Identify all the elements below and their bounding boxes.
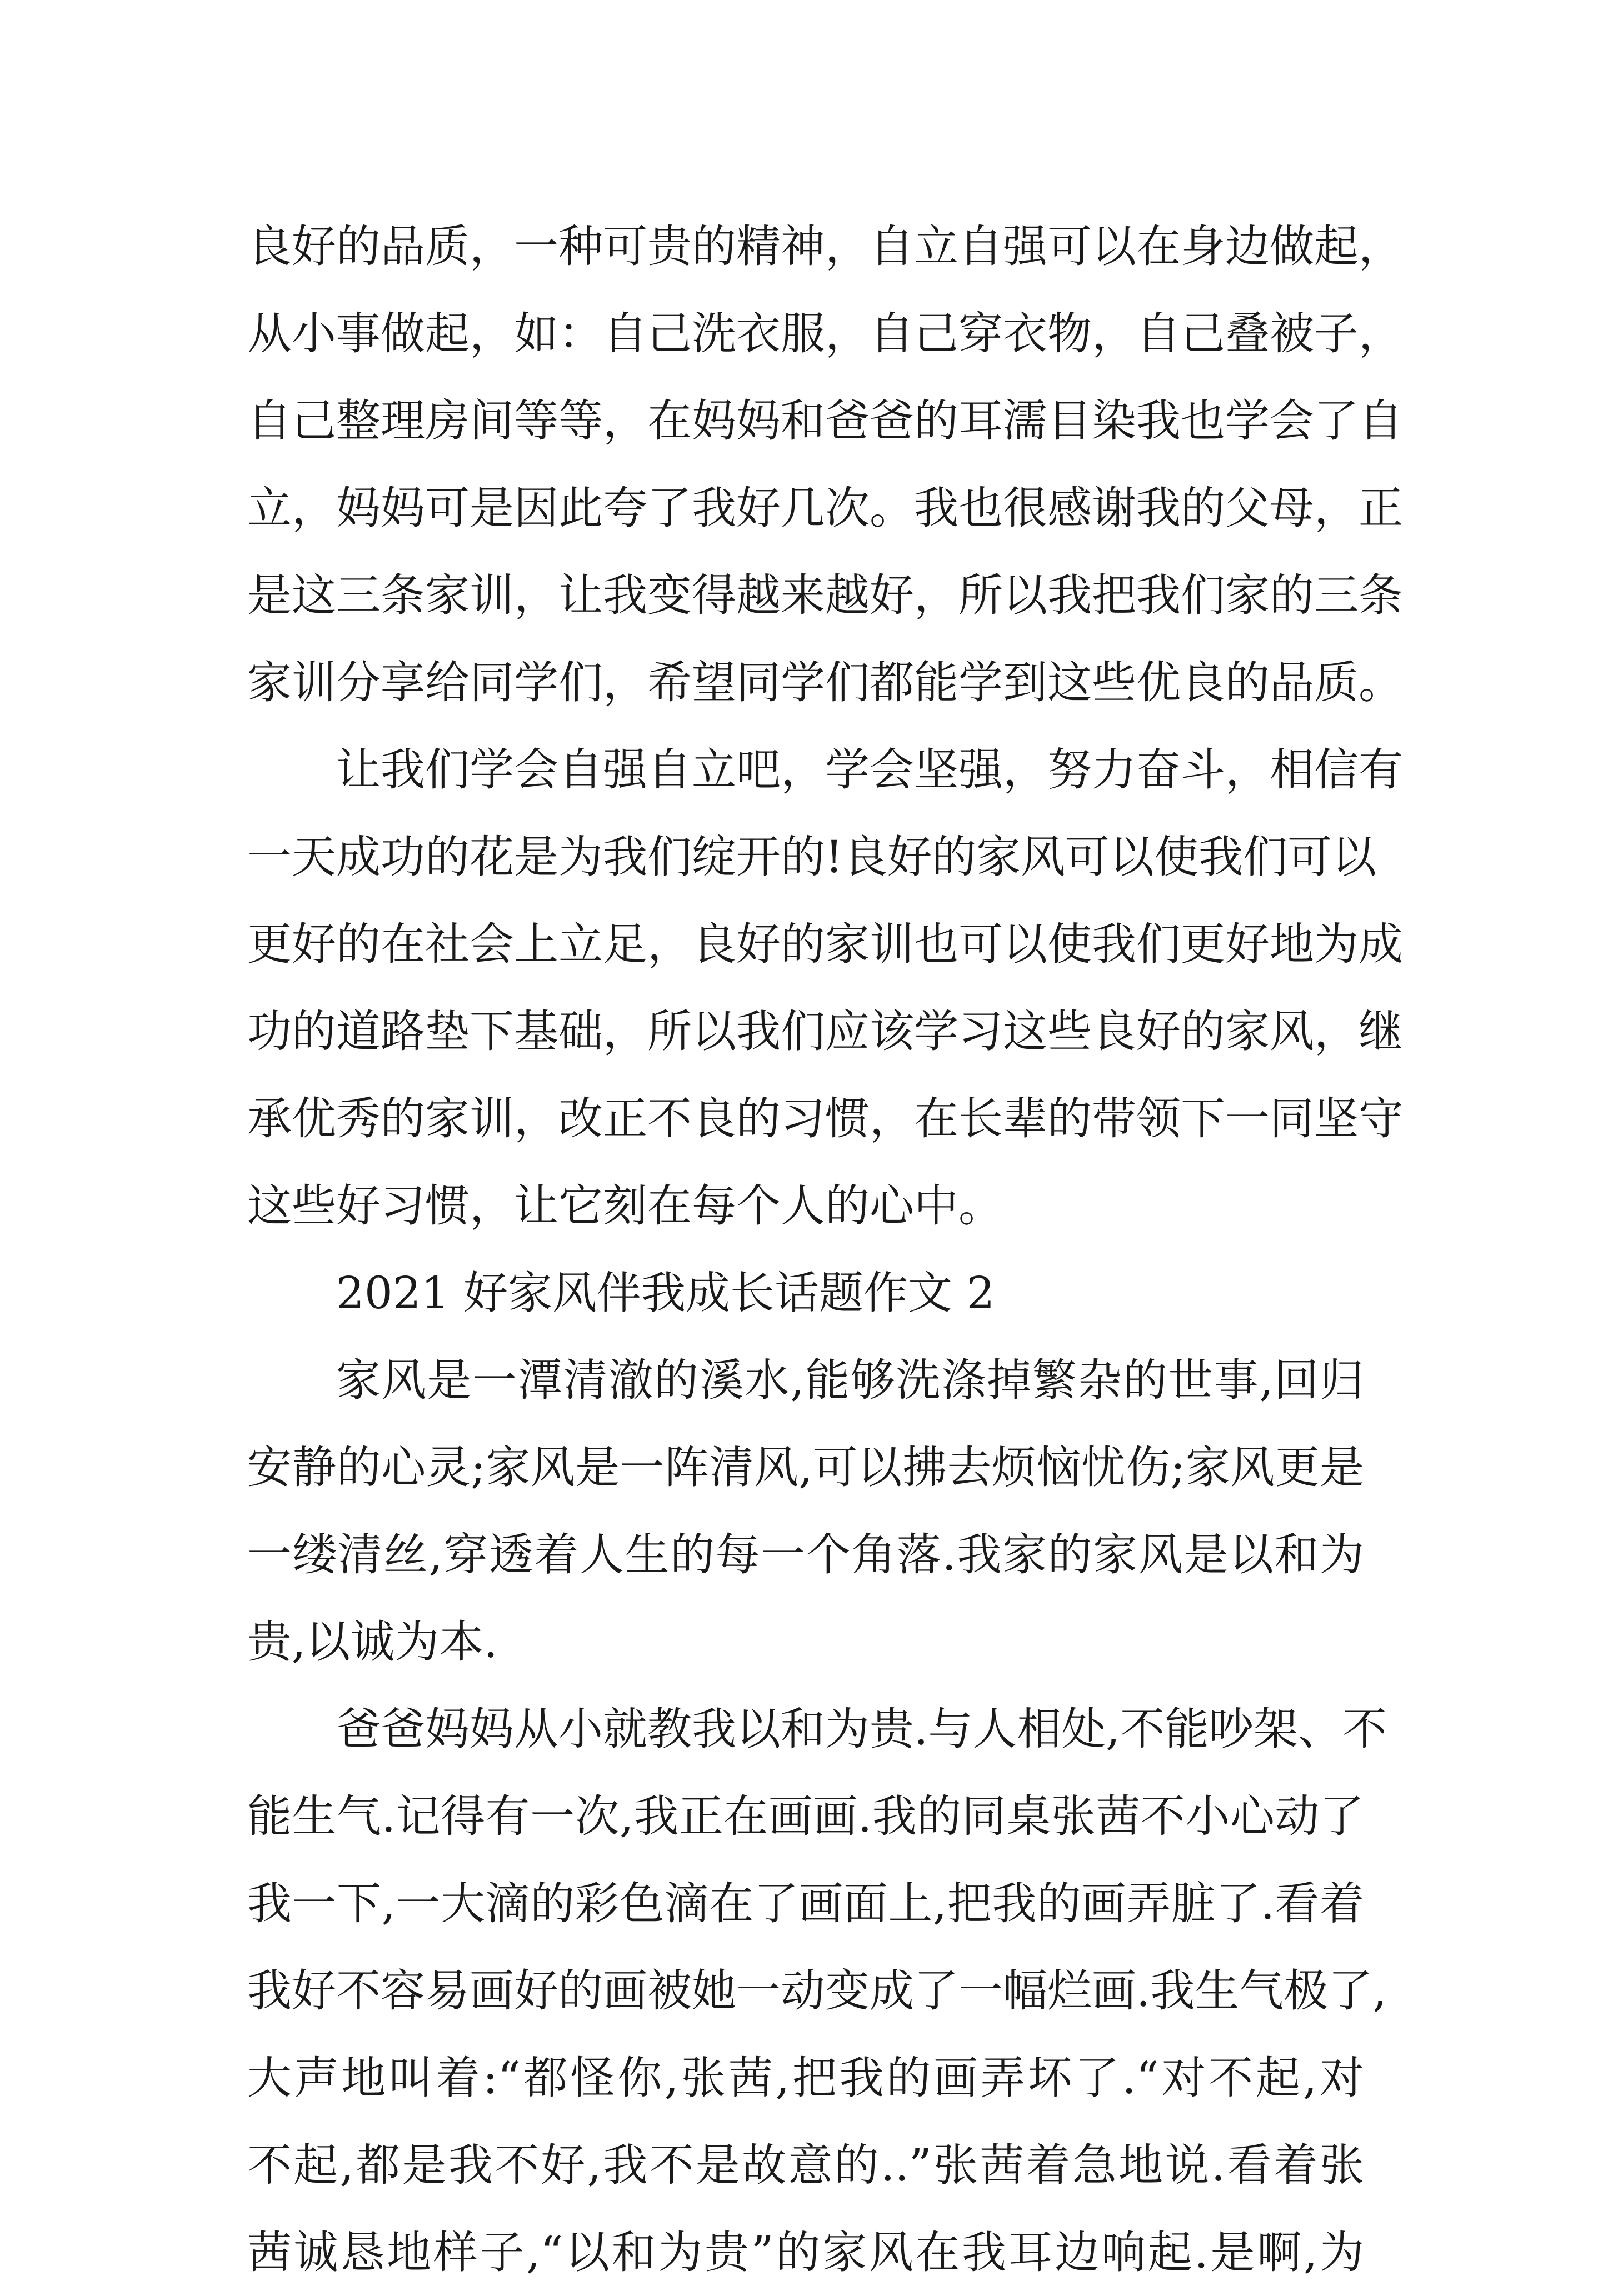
text-line: 让我们学会自强自立吧，学会坚强，努力奋斗，相信有 (336, 744, 1403, 796)
text-line: 我好不容易画好的画被她一动变成了一幅烂画.我生气极了, (247, 1965, 1387, 2017)
document-page (247, 203, 1403, 2296)
text-line: 一缕清丝,穿透着人生的每一个角落.我家的家风是以和为 (247, 1529, 1364, 1580)
paragraph-family-style (247, 1337, 1364, 1685)
text-line: 这些好习惯，让它刻在每个人的心中。 (247, 1180, 1003, 1232)
paragraph-conclusion (247, 726, 1403, 1249)
text-line: 承优秀的家训，改正不良的习惯，在长辈的带领下一同坚守 (247, 1093, 1403, 1144)
text-line: 爸爸妈妈从小就教我以和为贵.与人相处,不能吵架、不 (336, 1703, 1387, 1755)
text-line: 从小事做起，如：自己洗衣服，自己穿衣物，自己叠被子， (247, 308, 1403, 359)
essay-heading: 2021 好家风伴我成长话题作文 2 (336, 1267, 995, 1319)
text-line: 更好的在社会上立足，良好的家训也可以使我们更好地为成 (247, 918, 1403, 970)
text-line: 安静的心灵;家风是一阵清风,可以拂去烦恼忧伤;家风更是 (247, 1442, 1364, 1493)
text-line: 不起,都是我不好,我不是故意的..”张茜着急地说.看着张 (247, 2139, 1364, 2191)
text-line: 大声地叫着:“都怪你,张茜,把我的画弄坏了.“对不起,对 (247, 2052, 1364, 2104)
text-line: 贵,以诚为本. (247, 1616, 498, 1668)
text-line: 是这三条家训，让我变得越来越好，所以我把我们家的三条 (247, 569, 1403, 621)
text-line: 自己整理房间等等，在妈妈和爸爸的耳濡目染我也学会了自 (247, 395, 1403, 447)
text-line: 能生气.记得有一次,我正在画画.我的同桌张茜不小心动了 (247, 1790, 1364, 1842)
paragraph-story (247, 1685, 1387, 2296)
text-line: 功的道路垫下基础，所以我们应该学习这些良好的家风，继 (247, 1006, 1403, 1057)
paragraph-self-reliance (247, 203, 1403, 726)
text-line: 家训分享给同学们，希望同学们都能学到这些优良的品质。 (247, 657, 1403, 708)
text-line: 良好的品质，一种可贵的精神，自立自强可以在身边做起， (247, 221, 1403, 272)
text-line: 一天成功的花是为我们绽开的!良好的家风可以使我们可以 (247, 831, 1377, 883)
text-line: 家风是一潭清澈的溪水,能够洗涤掉繁杂的世事,回归 (336, 1354, 1364, 1406)
text-line: 茜诚恳地样子,“以和为贵”的家风在我耳边响起.是啊,为 (247, 2227, 1364, 2278)
text-line: 立，妈妈可是因此夸了我好几次。我也很感谢我的父母，正 (247, 482, 1403, 534)
text-line: 我一下,一大滴的彩色滴在了画面上,把我的画弄脏了.看着 (247, 1878, 1364, 1929)
